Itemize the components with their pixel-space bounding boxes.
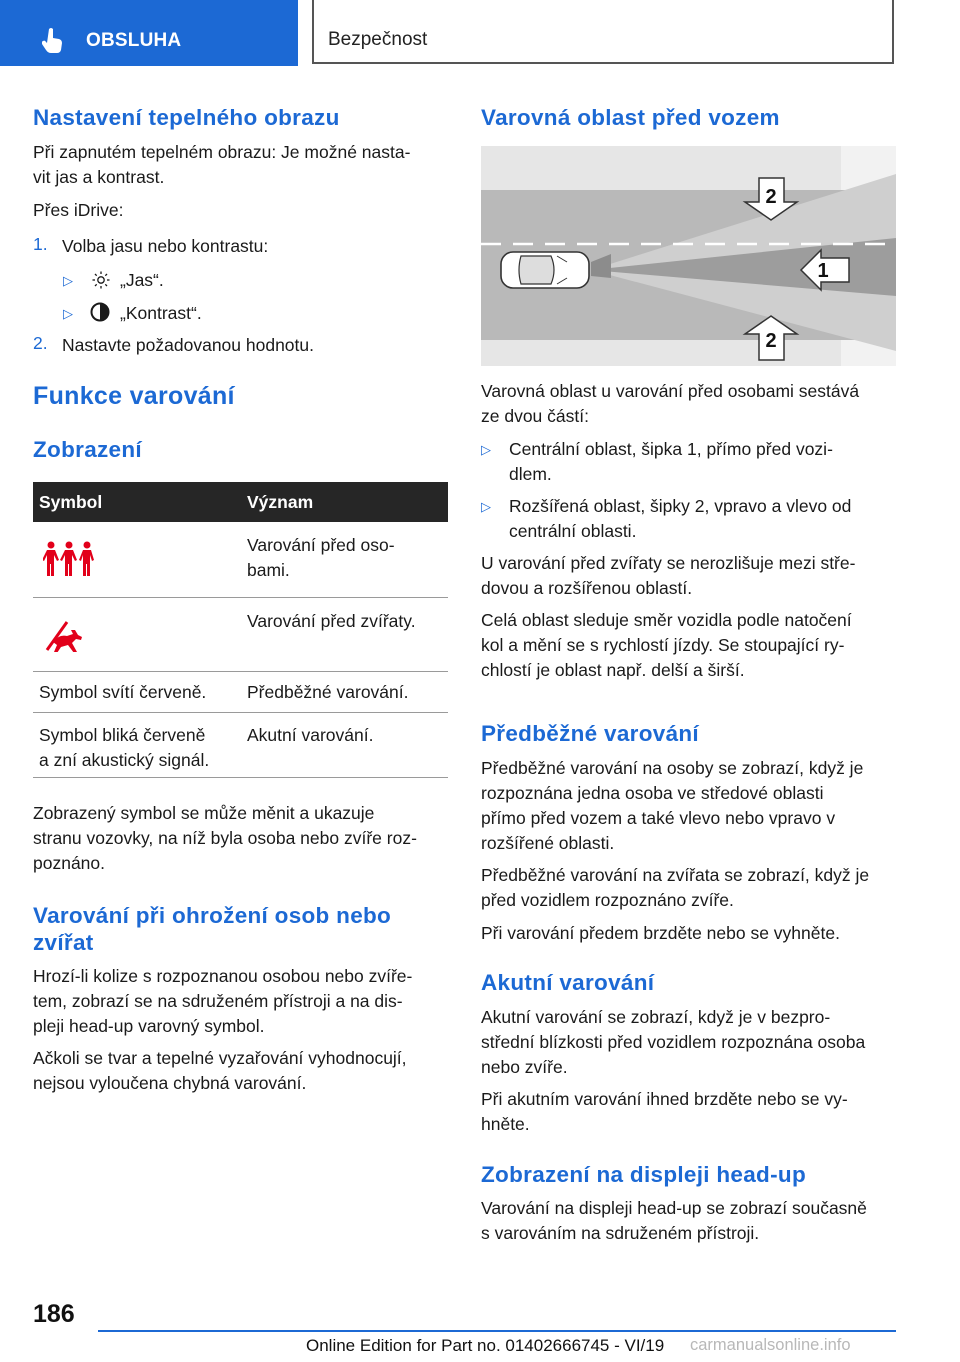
footer-divider	[98, 1330, 896, 1332]
heading-thermal-image: Nastavení tepelného obrazu	[33, 105, 340, 130]
heading-threat-line2: zvířat	[33, 930, 94, 955]
warning-area-diagram	[481, 146, 896, 366]
section-label: OBSLUHA	[86, 30, 182, 51]
text-pre2-line1: Předběžné varování na zvířata se zobrazí, když je	[481, 865, 870, 885]
text-symbol-line2: stranu vozovky, na níž byla osoba nebo zvíře roz-	[33, 828, 417, 848]
text-pre2-line2: před vozidlem rozpoznáno zvíře.	[481, 890, 734, 910]
text-hud-line2: s varováním na sdruženém přístroji.	[481, 1223, 760, 1243]
col-header-meaning: Význam	[247, 492, 314, 512]
text-thermal-line2: vit jas a kontrast.	[33, 167, 165, 187]
bullet-text: Rozšířená oblast, šipky 2, vpravo a vlevo od	[509, 496, 852, 516]
symbol-text: Symbol svítí červeně.	[39, 682, 207, 702]
text-acute2-line2: hněte.	[481, 1114, 530, 1134]
col-header-symbol: Symbol	[39, 492, 103, 512]
bullet-text: centrální oblasti.	[509, 521, 637, 541]
heading-pre-warning: Předběžné varování	[481, 721, 699, 746]
heading-warning-area: Varovná oblast před vozem	[481, 105, 780, 130]
text-whole-line3: chlostí je oblast např. delší a širší.	[481, 660, 745, 680]
meaning-line: Předběžné varování.	[247, 682, 409, 702]
text-pre3: Při varování předem brzděte nebo se vyhněte.	[481, 923, 840, 943]
meaning-line: Varování před zvířaty.	[247, 611, 416, 631]
step-number: 1.	[33, 234, 48, 254]
diagram-label-1: 1	[817, 260, 829, 282]
meaning-line: bami.	[247, 560, 290, 580]
diagram-label-2-bottom: 2	[765, 330, 777, 352]
meaning-line: Akutní varování.	[247, 725, 374, 745]
text-animals-line1: U varování před zvířaty se nerozlišuje mezi stře-	[481, 553, 856, 573]
text-hud-line1: Varování na displeji head-up se zobrazí současně	[481, 1198, 867, 1218]
step-text: Volba jasu nebo kontrastu:	[62, 236, 269, 256]
text-acute2-line1: Při akutním varování ihned brzděte nebo se vy-	[481, 1089, 848, 1109]
chapter-header	[312, 0, 894, 64]
text-area-line2: ze dvou částí:	[481, 406, 589, 426]
option-brightness: „Jas“.	[120, 270, 164, 290]
table-row	[33, 672, 448, 713]
bullet-icon: ▷	[481, 499, 491, 514]
text-symbol-line3: poznáno.	[33, 853, 106, 873]
heading-display: Zobrazení	[33, 437, 142, 462]
table-header	[33, 482, 448, 522]
symbol-text: a zní akustický signál.	[39, 750, 210, 770]
section-tab[interactable]	[0, 0, 298, 66]
text-animals-line2: dovou a rozšířenou oblastí.	[481, 578, 693, 598]
table-row	[33, 598, 448, 672]
brightness-icon	[92, 271, 110, 289]
bullet-text: Centrální oblast, šipka 1, přímo před vozi-	[509, 439, 833, 459]
bullet-text: dlem.	[509, 464, 552, 484]
text-area-line1: Varovná oblast u varování před osobami sestává	[481, 381, 860, 401]
text-acute1-line1: Akutní varování se zobrazí, když je v bezpro-	[481, 1007, 831, 1027]
table-row	[33, 522, 448, 598]
heading-acute-warning: Akutní varování	[481, 970, 655, 995]
text-idrive: Přes iDrive:	[33, 200, 124, 220]
animal-warning-icon	[45, 620, 89, 652]
page-number: 186	[33, 1300, 75, 1328]
text-pre1-line1: Předběžné varování na osoby se zobrazí, když je	[481, 758, 864, 778]
text-symbol-line1: Zobrazený symbol se může měnit a ukazuje	[33, 803, 375, 823]
heading-threat-line1: Varování při ohrožení osob nebo	[33, 903, 392, 928]
text-pre1-line4: rozšířené oblasti.	[481, 833, 615, 853]
pointing-hand-icon	[42, 27, 64, 53]
text-pre1-line3: přímo před vozem a také vlevo nebo vpravo v	[481, 808, 836, 828]
text-whole-line2: kol a mění se s rychlostí jízdy. Se stoupající ry-	[481, 635, 845, 655]
table-row	[33, 713, 448, 778]
bullet-icon: ▷	[63, 306, 73, 321]
diagram-label-2-top: 2	[765, 186, 777, 208]
symbol-text: Symbol bliká červeně	[39, 725, 206, 745]
step-text: Nastavte požadovanou hodnotu.	[62, 335, 314, 355]
edition-text: Online Edition for Part no. 01402666745 - VI/19	[306, 1336, 665, 1355]
text-threat-line3: pleji head-up varovný symbol.	[33, 1016, 265, 1036]
meaning-line: Varování před oso-	[247, 535, 395, 555]
car-icon	[501, 252, 589, 288]
bullet-icon: ▷	[63, 273, 73, 288]
text-acute1-line3: nebo zvíře.	[481, 1057, 568, 1077]
text-whole-line1: Celá oblast sleduje směr vozidla podle natočení	[481, 610, 852, 630]
watermark: carmanualsonline.info	[690, 1336, 851, 1354]
heading-hud: Zobrazení na displeji head-up	[481, 1162, 806, 1187]
chapter-title: Bezpečnost	[328, 29, 428, 50]
contrast-icon	[90, 302, 110, 322]
option-contrast: „Kontrast“.	[120, 303, 202, 323]
bullet-icon: ▷	[481, 442, 491, 457]
text-threat2-line1: Ačkoli se tvar a tepelné vyzařování vyhodnocují,	[33, 1048, 407, 1068]
text-threat2-line2: nejsou vyloučena chybná varování.	[33, 1073, 307, 1093]
text-threat-line2: tem, zobrazí se na sdruženém přístroji a na dis-	[33, 991, 403, 1011]
step-number: 2.	[33, 333, 48, 353]
text-acute1-line2: střední blízkosti před vozidlem rozpoznána osoba	[481, 1032, 866, 1052]
text-thermal-line1: Při zapnutém tepelném obrazu: Je možné nasta-	[33, 142, 411, 162]
heading-warning-functions: Funkce varování	[33, 382, 235, 410]
text-threat-line1: Hrozí-li kolize s rozpoznanou osobou nebo zvíře-	[33, 966, 413, 986]
symbol-table	[33, 482, 448, 778]
pedestrians-warning-icon	[43, 541, 95, 577]
text-pre1-line2: rozpoznána jedna osoba ve středové oblasti	[481, 783, 824, 803]
